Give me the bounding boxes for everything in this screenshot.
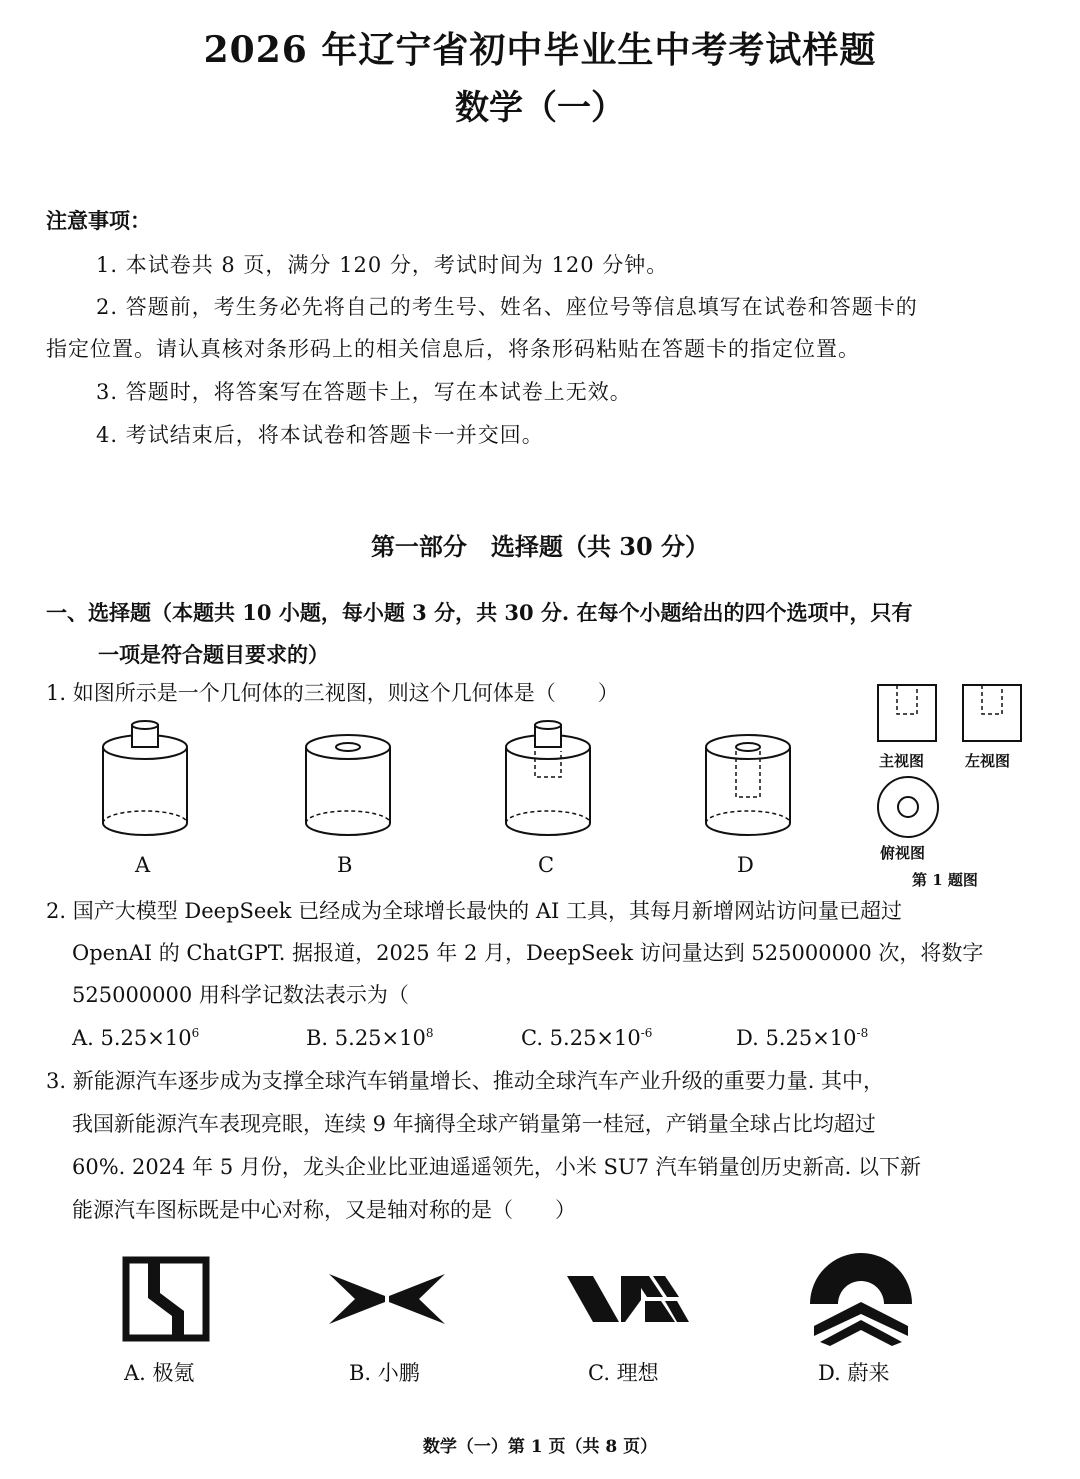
q3-option-c-label: C. 理想 bbox=[588, 1361, 659, 1385]
q1-option-d-label: D bbox=[737, 853, 754, 877]
q2-option-b bbox=[306, 1026, 434, 1050]
notice-item-2-line-2: 指定位置。请认真核对条形码上的相关信息后，将条形码粘贴在答题卡的指定位置。 bbox=[46, 337, 860, 361]
q2-line-3: 525000000 用科学记数法表示为（ bbox=[72, 983, 409, 1007]
q1-option-d-figure bbox=[698, 725, 798, 845]
q1-front-view bbox=[877, 684, 937, 742]
part-heading: 第一部分 选择题（共 30 分） bbox=[370, 532, 710, 561]
notice-heading: 注意事项： bbox=[46, 208, 151, 233]
q2-option-d-exponent: -8 bbox=[856, 1026, 869, 1040]
q1-option-a-figure bbox=[95, 715, 195, 845]
q2-option-d bbox=[736, 1026, 868, 1050]
section-line-1: 一、选择题（本题共 10 小题，每小题 3 分，共 30 分. 在每个小题给出的四个选项中，只有 bbox=[46, 600, 913, 625]
q3-option-b-label: B. 小鹏 bbox=[349, 1361, 420, 1385]
q3-option-a-label: A. 极氪 bbox=[124, 1361, 195, 1385]
q2-option-b-exponent: 8 bbox=[425, 1026, 434, 1040]
q1-option-c-label: C bbox=[538, 853, 555, 877]
exam-subject: 数学（一） bbox=[455, 88, 625, 128]
q2-option-d-base: D. 5.25×10 bbox=[736, 1026, 857, 1050]
li-auto-logo-icon bbox=[565, 1274, 689, 1324]
q1-top-view-label: 俯视图 bbox=[880, 844, 926, 862]
q1-left-view-label: 左视图 bbox=[965, 752, 1011, 770]
notice-item-3: 3. 答题时，将答案写在答题卡上，写在本试卷上无效。 bbox=[96, 380, 632, 404]
q2-option-c-base: C. 5.25×10 bbox=[521, 1026, 641, 1050]
exam-title: 2026 年辽宁省初中毕业生中考考试样题 bbox=[203, 29, 877, 71]
q1-figure-caption: 第 1 题图 bbox=[912, 871, 978, 889]
q1-option-c-figure bbox=[498, 715, 598, 845]
q2-option-a-exponent: 6 bbox=[191, 1026, 200, 1040]
q2-option-c-exponent: -6 bbox=[640, 1026, 653, 1040]
q1-option-b-label: B bbox=[337, 853, 353, 877]
q2-option-c bbox=[521, 1026, 652, 1050]
q1-top-view bbox=[876, 775, 940, 839]
q2-line-2: OpenAI 的 ChatGPT. 据报道，2025 年 2 月，DeepSeek 访问量达到 525000000 次，将数字 bbox=[72, 941, 984, 965]
notice-item-4: 4. 考试结束后，将本试卷和答题卡一并交回。 bbox=[96, 423, 544, 447]
q1-front-view-label: 主视图 bbox=[879, 752, 925, 770]
section-line-2: 一项是符合题目要求的） bbox=[98, 642, 329, 667]
q3-line-1: 3. 新能源汽车逐步成为支撑全球汽车销量增长、推动全球汽车产业升级的重要力量. 其中， bbox=[46, 1069, 885, 1093]
q2-line-1: 2. 国产大模型 DeepSeek 已经成为全球增长最快的 AI 工具，其每月新增网站访问量已超过 bbox=[46, 899, 902, 923]
page-footer: 数学（一）第 1 页（共 8 页） bbox=[422, 1437, 658, 1457]
q1-stem: 1. 如图所示是一个几何体的三视图，则这个几何体是（ ） bbox=[46, 681, 619, 705]
q2-option-b-base: B. 5.25×10 bbox=[306, 1026, 426, 1050]
q3-line-2: 我国新能源汽车表现亮眼，连续 9 年摘得全球产销量第一桂冠，产销量全球占比均超过 bbox=[72, 1112, 876, 1136]
q1-option-a-label: A bbox=[135, 853, 151, 877]
q3-line-3: 60%. 2024 年 5 月份，龙头企业比亚迪遥遥领先，小米 SU7 汽车销量创历史新高. 以下新 bbox=[72, 1155, 922, 1179]
xpeng-logo-icon bbox=[327, 1272, 447, 1326]
q3-line-4: 能源汽车图标既是中心对称，又是轴对称的是（ ） bbox=[72, 1198, 576, 1222]
section-instructions bbox=[46, 592, 1036, 676]
q1-left-view bbox=[962, 684, 1022, 742]
q2-option-a bbox=[72, 1026, 199, 1050]
zeekr-logo-icon bbox=[122, 1256, 210, 1342]
notice-item-1: 1. 本试卷共 8 页，满分 120 分，考试时间为 120 分钟。 bbox=[96, 253, 669, 277]
notice-item-2-line-1: 2. 答题前，考生务必先将自己的考生号、姓名、座位号等信息填写在试卷和答题卡的 bbox=[96, 295, 918, 319]
nio-logo-icon bbox=[806, 1252, 916, 1348]
q3-option-d-label: D. 蔚来 bbox=[818, 1361, 890, 1385]
q2-option-a-base: A. 5.25×10 bbox=[72, 1026, 192, 1050]
q1-option-b-figure bbox=[298, 725, 398, 845]
